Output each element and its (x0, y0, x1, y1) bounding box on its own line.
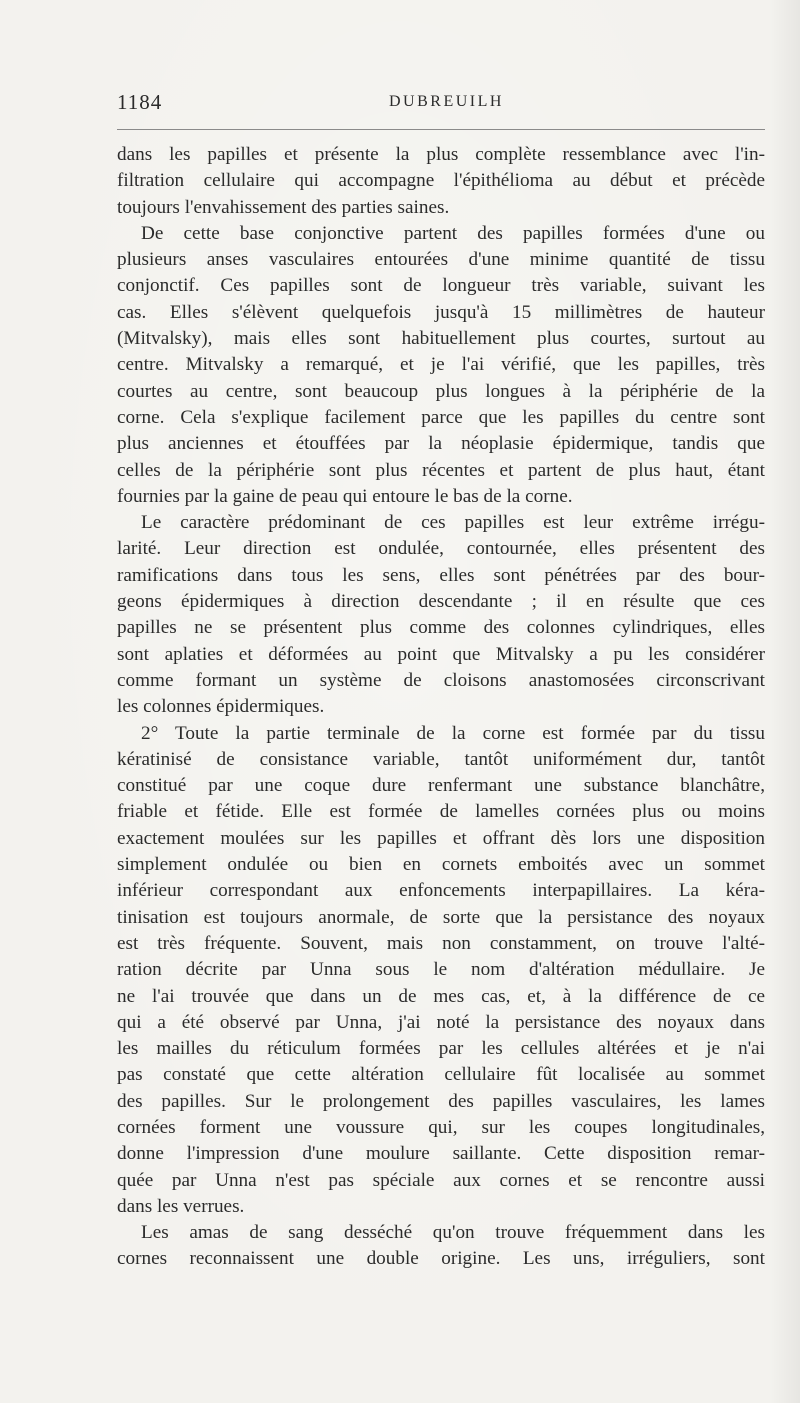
header-rule (117, 129, 765, 130)
text-line: De cette base conjonctive partent des papilles formées d'une ou (141, 222, 765, 244)
text-line: ration décrite par Unna sous le nom d'altération médullaire. Je (117, 959, 765, 981)
text-line: Le caractère prédominant de ces papilles est leur extrême irrégu- (141, 512, 765, 534)
text-line: cornées forment une voussure qui, sur les coupes longitudinales, (117, 1116, 765, 1138)
page-edge-shadow (770, 0, 800, 1403)
text-line: kératinisé de consistance variable, tantôt uniformément dur, tantôt (117, 748, 765, 770)
text-line: papilles ne se présentent plus comme des colonnes cylindriques, elles (117, 617, 765, 639)
text-line: les mailles du réticulum formées par les cellules altérées et je n'ai (117, 1038, 765, 1060)
text-line: ne l'ai trouvée que dans un de mes cas, et, à la différence de ce (117, 985, 765, 1007)
text-line: dans les papilles et présente la plus complète ressemblance avec l'in- (117, 144, 765, 165)
body-text (117, 142, 765, 1273)
text-line: exactement moulées sur les papilles et offrant dès lors une disposition (117, 827, 765, 849)
text-line: conjonctif. Ces papilles sont de longueur très variable, suivant les (117, 275, 765, 297)
text-line: comme formant un système de cloisons anastomosées circonscrivant (117, 669, 765, 691)
text-line: est très fréquente. Souvent, mais non constamment, on trouve l'alté- (117, 932, 765, 954)
text-line: plus anciennes et étouffées par la néoplasie épidermique, tandis que (117, 433, 765, 455)
running-head: DUBREUILH (389, 93, 504, 110)
text-line: cornes reconnaissent une double origine. Les uns, irréguliers, sont (117, 1248, 765, 1270)
page-header (117, 90, 765, 120)
text-line: (Mitvalsky), mais elles sont habituellement plus courtes, surtout au (117, 328, 765, 350)
text-line: constitué par une coque dure renfermant une substance blanchâtre, (117, 775, 765, 797)
text-line: inférieur correspondant aux enfoncements interpapillaires. La kéra- (117, 880, 765, 902)
text-line: friable et fétide. Elle est formée de lamelles cornées plus ou moins (117, 801, 765, 823)
text-line: qui a été observé par Unna, j'ai noté la persistance des noyaux dans (117, 1011, 765, 1033)
text-line: quée par Unna n'est pas spéciale aux cornes et se rencontre aussi (117, 1169, 765, 1191)
text-line: cas. Elles s'élèvent quelquefois jusqu'à 15 millimètres de hauteur (117, 301, 765, 323)
text-line: donne l'impression d'une moulure saillante. Cette disposition remar- (117, 1143, 765, 1165)
text-line: dans les verrues. (117, 1195, 245, 1217)
text-line: Les amas de sang desséché qu'on trouve fréquemment dans les (141, 1222, 765, 1244)
text-line: tinisation est toujours anormale, de sorte que la persistance des noyaux (117, 906, 765, 928)
text-line: larité. Leur direction est ondulée, contournée, elles présentent des (117, 538, 765, 560)
text-line: centre. Mitvalsky a remarqué, et je l'ai vérifié, que les papilles, très (117, 354, 765, 376)
text-line: sont aplaties et déformées au point que Mitvalsky a pu les considérer (117, 643, 765, 665)
text-line: ramifications dans tous les sens, elles sont pénétrées par des bour- (117, 564, 765, 586)
text-line: les colonnes épidermiques. (117, 696, 325, 718)
text-line: pas constaté que cette altération cellulaire fût localisée au sommet (117, 1064, 765, 1086)
text-line: filtration cellulaire qui accompagne l'épithélioma au début et précède (117, 170, 765, 192)
text-line: fournies par la gaine de peau qui entoure le bas de la corne. (117, 485, 573, 507)
text-line: geons épidermiques à direction descendante ; il en résulte que ces (117, 591, 765, 613)
text-line: courtes au centre, sont beaucoup plus longues à la périphérie de la (117, 380, 765, 402)
text-line: corne. Cela s'explique facilement parce que les papilles du centre sont (117, 406, 765, 428)
text-line: plusieurs anses vasculaires entourées d'une minime quantité de tissu (117, 249, 765, 271)
page-number: 1184 (117, 90, 163, 114)
text-line: toujours l'envahissement des parties saines. (117, 196, 450, 218)
text-line: 2° Toute la partie terminale de la corne est formée par du tissu (141, 722, 765, 744)
text-line: celles de la périphérie sont plus récentes et partent de plus haut, étant (117, 459, 765, 481)
text-line: des papilles. Sur le prolongement des papilles vasculaires, les lames (117, 1090, 765, 1112)
text-line: simplement ondulée ou bien en cornets emboités avec un sommet (117, 854, 765, 876)
